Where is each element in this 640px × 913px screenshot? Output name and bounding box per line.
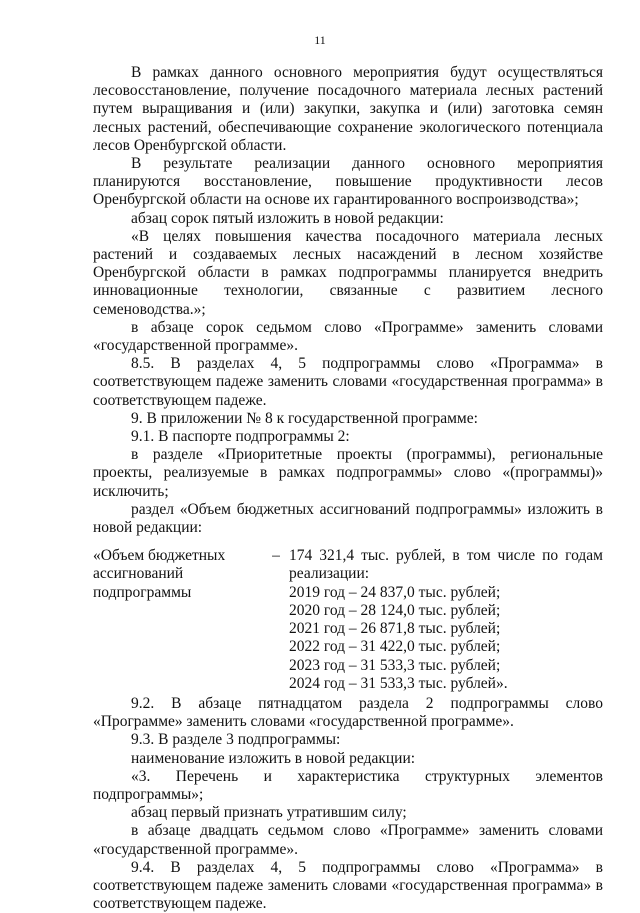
paragraph: в абзаце сорок седьмом слово «Программе» заменить словами «государственной программе».: [93, 318, 603, 355]
paragraph: В результате реализации данного основного мероприятия планируются восстановление, повышение продуктивности лесов Оренбургской области на основе их гарантированного воспроизводства»;: [93, 155, 603, 209]
budget-dash: –: [272, 547, 280, 565]
paragraph: абзац первый признать утратившим силу;: [131, 804, 407, 822]
document-body: [93, 64, 603, 913]
paragraph: 8.5. В разделах 4, 5 подпрограммы слово «Программа» в соответствующем падеже заменить словами «государственная программа» в соответствующем падеже.: [93, 355, 603, 409]
paragraph: в абзаце двадцать седьмом слово «Программе» заменить словами «государственной программе».: [93, 822, 603, 858]
paragraph: раздел «Объем бюджетных ассигнований подпрограммы» изложить в новой редакции:: [93, 500, 603, 537]
budget-total: 174 321,4 тыс. рублей, в том числе по годам реализации:: [289, 547, 603, 583]
paragraph: в разделе «Приоритетные проекты (программы), региональные проекты, реализуемые в рамках подпрограммы» слово «(программы)» исключить;: [93, 446, 603, 500]
paragraph: 9.2. В абзаце пятнадцатом раздела 2 подпрограммы слово «Программе» заменить словами «государственной программе».: [93, 694, 603, 731]
budget-values: [289, 547, 603, 693]
budget-table: [93, 547, 603, 693]
budget-year-line: 2022 год – 31 422,0 тыс. рублей;: [289, 638, 501, 656]
paragraph: «3. Перечень и характеристика структурных элементов подпрограммы»;: [93, 767, 603, 803]
paragraph: 9.3. В разделе 3 подпрограммы:: [131, 731, 341, 749]
budget-year-line: 2024 год – 31 533,3 тыс. рублей».: [289, 674, 508, 692]
budget-year-line: 2021 год – 26 871,8 тыс. рублей;: [289, 620, 501, 638]
page-number: 11: [314, 33, 326, 47]
paragraph: 9. В приложении № 8 к государственной программе:: [131, 409, 478, 427]
paragraph: наименование изложить в новой редакции:: [131, 749, 416, 767]
paragraph: 9.4. В разделах 4, 5 подпрограммы слово «Программа» в соответствующем падеже заменить словами «государственная программа» в соответствующем падеже.: [93, 858, 603, 913]
paragraph: 9.1. В паспорте подпрограммы 2:: [131, 428, 350, 446]
budget-year-line: 2023 год – 31 533,3 тыс. рублей;: [289, 656, 501, 674]
paragraph: «В целях повышения качества посадочного материала лесных растений и создаваемых лесных насаждений в лесном хозяйстве Оренбургской области в рамках подпрограммы планируется внедрить инновационные технологии, связанные с развитием лесного семеноводства.»;: [93, 227, 603, 318]
budget-year-line: 2019 год – 24 837,0 тыс. рублей;: [289, 583, 501, 601]
budget-year-line: 2020 год – 28 124,0 тыс. рублей;: [289, 601, 501, 619]
paragraph: абзац сорок пятый изложить в новой редакции:: [131, 209, 444, 227]
paragraph: В рамках данного основного мероприятия будут осуществляться лесовосстановление, получение посадочного материала лесных растений путем выращивания и (или) закупки, закупка и (или) заготовка семян лесных растений, обеспечивающие сохранение экологического потенциала лесов Оренбургской области.: [93, 64, 603, 154]
budget-label: «Объем бюджетных ассигнований подпрограммы: [93, 547, 226, 601]
